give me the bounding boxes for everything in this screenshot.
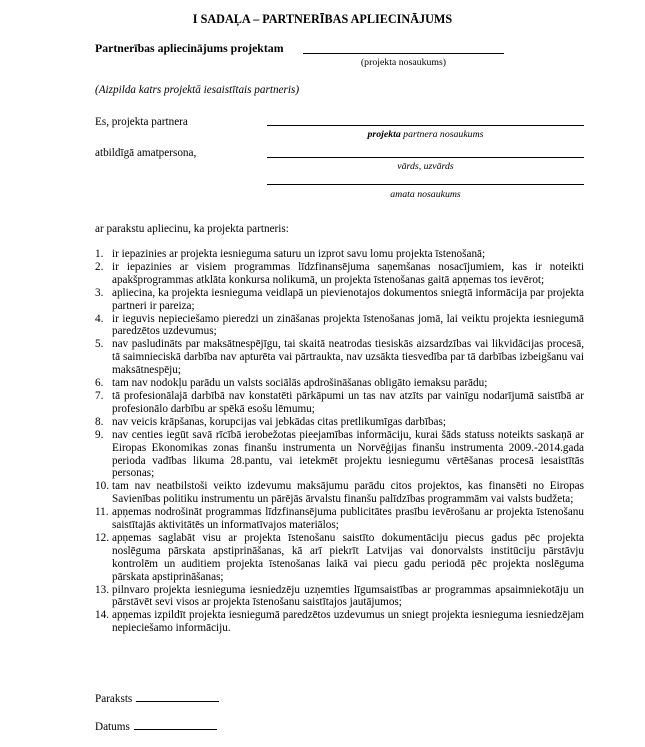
- declaration-item-text: nav centies iegūt savā rīcībā ierobežotas pieejamības informāciju, kurai šāds statuss noteikts saskaņā ar Eiropas Ekonomikas zonas finanšu instrumenta un Norvēģijas finanšu instrumenta 2009.-2014.gada perioda vadības likuma 28.pantu, vai ietekmēt projektu iesniegumu vērtēšanas procesā iesaistītās personas;: [112, 428, 584, 480]
- declaration-item-text: tā profesionālajā darbībā nav konstatēti pārkāpumi un tas nav atzīts par vainīgu nodarījumā saistībā ar profesionālo darbību ar spēkā esošu lēmumu;: [112, 389, 584, 415]
- signature-field[interactable]: [136, 691, 219, 702]
- declaration-item-number: 5.: [95, 338, 104, 351]
- declaration-item-number: 2.: [95, 260, 104, 273]
- declaration-item-text: apņemas saglabāt visu ar projekta īstenošanu saistīto dokumentāciju piecus gadus pēc projekta noslēguma pārskata apstiprināšanas, kā arī piekrīt Latvijas vai donorvalsts institūciju pārstāvju kontrolēm un auditiem projekta īstenošanas laikā vai piecu gadu periodā pēc projekta noslēguma pārskata apstiprināšanas;: [112, 531, 584, 583]
- declaration-item-text: nav pasludināts par maksātnespējīgu, tai skaitā neatrodas tiesiskās aizsardzības vai likvidācijas procesā, tā saimnieciskā darbība nav apturēta vai pārtraukta, nav uzsākta tiesvedība par tā darbības izbeigšanu vai maksātnespēju;: [112, 338, 584, 377]
- declaration-item-text: tam nav neatbilstoši veikto izdevumu maksājumu parādu citos projektos, kas finansēti no Eiropas Savienības politiku instrumentu un pārējās ārvalstu finanšu palīdzības programmām vai valsts budžeta;: [112, 480, 584, 506]
- declaration-item: [95, 287, 584, 313]
- declaration-item-text: apņemas izpildīt projekta iesniegumā paredzētos uzdevumus un sniegt projekta iesnieguma iesniedzējam nepieciešamo informāciju.: [112, 609, 584, 635]
- partner-caption-rest: partnera nosaukums: [400, 129, 484, 140]
- intro-statement: ar parakstu apliecinu, ka projekta partneris:: [95, 223, 289, 235]
- declaration-item-text: pilnvaro projekta iesnieguma iesniedzēju uzņemties līgumsaistības ar programmas apsaimniekotāju un pārstāvēt sevi visos ar projekta īstenošanu saistītajos jautājumos;: [112, 583, 584, 609]
- date-label: Datums: [95, 721, 130, 733]
- partner-name-caption: [267, 128, 584, 141]
- declaration-item: [95, 609, 584, 635]
- project-name-field[interactable]: [303, 53, 504, 54]
- declaration-item-text: ir iepazinies ar projekta iesnieguma saturu un izprot savu lomu projekta īstenošanā;: [112, 248, 486, 260]
- declaration-item-number: 1.: [95, 248, 104, 260]
- declaration-item: [95, 532, 584, 584]
- declaration-item: [95, 390, 584, 416]
- signature-row: [95, 691, 219, 706]
- declaration-item: [95, 584, 584, 610]
- signature-label: Paraksts: [95, 693, 133, 705]
- official-name-caption: vārds, uzvārds: [397, 161, 454, 172]
- declaration-item-text: apliecina, ka projekta iesnieguma veidlapā un pievienotajos dokumentos sniegtā informācija par projekta partneri ir pareiza;: [112, 286, 584, 312]
- project-name-caption: (projekta nosaukums): [360, 57, 447, 68]
- declaration-item-number: 6.: [95, 377, 104, 390]
- declaration-item-number: 10.: [95, 480, 109, 493]
- declaration-item-number: 3.: [95, 286, 104, 299]
- declaration-item: [95, 429, 584, 481]
- instruction-note: (Aizpilda katrs projektā iesaistītais partneris): [95, 84, 300, 96]
- date-row: [95, 719, 217, 734]
- document-title: I SADAĻA – PARTNERĪBAS APLIECINĀJUMS: [192, 12, 453, 26]
- declaration-item-number: 8.: [95, 415, 104, 428]
- declaration-item-text: ir ieguvis nepieciešamo pieredzi un zināšanas projekta īstenošanas jomā, lai veiktu projekta iesniegumā paredzētos uzdevumus;: [112, 312, 584, 338]
- official-position-caption: amata nosaukums: [390, 189, 461, 200]
- declaration-item-text: tam nav nodokļu parādu un valsts sociālās apdrošināšanas obligāto iemaksu parādu;: [112, 377, 488, 390]
- declaration-item-number: 11.: [95, 506, 109, 519]
- declaration-item: [95, 338, 584, 377]
- declaration-item: [95, 248, 584, 261]
- partner-label: Es, projekta partnera: [95, 116, 188, 128]
- declaration-item-number: 4.: [95, 312, 104, 325]
- official-position-field[interactable]: [267, 184, 584, 185]
- declaration-item: [95, 313, 584, 339]
- declaration-item-number: 7.: [95, 389, 104, 402]
- project-label: Partnerības apliecinājums projektam: [95, 41, 284, 55]
- declaration-item: [95, 506, 584, 532]
- declaration-item: [95, 416, 584, 429]
- declaration-item: [95, 480, 584, 506]
- declaration-item: [95, 377, 584, 390]
- declaration-list: [95, 248, 584, 635]
- declaration-item-number: 12.: [95, 531, 109, 544]
- declaration-item-number: 9.: [95, 428, 104, 441]
- partner-caption-bold: projekta: [367, 129, 401, 140]
- declaration-item-text: apņemas nodrošināt programmas līdzfinansējuma publicitātes prasību ievērošanu ar projekta īstenošanu saistītajās aktivitātēs un informatīvajos materiālos;: [112, 506, 584, 532]
- declaration-item-text: nav veicis krāpšanas, korupcijas vai jebkādas citas pretlikumīgas darbības;: [112, 415, 446, 428]
- declaration-item-number: 13.: [95, 583, 109, 596]
- official-label: atbildīgā amatpersona,: [95, 147, 197, 159]
- date-field[interactable]: [134, 719, 217, 730]
- partner-name-field[interactable]: [267, 125, 584, 126]
- declaration-item-text: ir iepazinies ar visiem programmas līdzfinansējuma saņemšanas nosacījumiem, kas ir noteikti apakšprogrammas atklāta konkursa nolikumā, un projekta īstenošanas gaitā apņemas tos ievērot;: [112, 260, 584, 286]
- official-name-field[interactable]: [267, 157, 584, 158]
- declaration-item-number: 14.: [95, 609, 109, 622]
- declaration-item: [95, 261, 584, 287]
